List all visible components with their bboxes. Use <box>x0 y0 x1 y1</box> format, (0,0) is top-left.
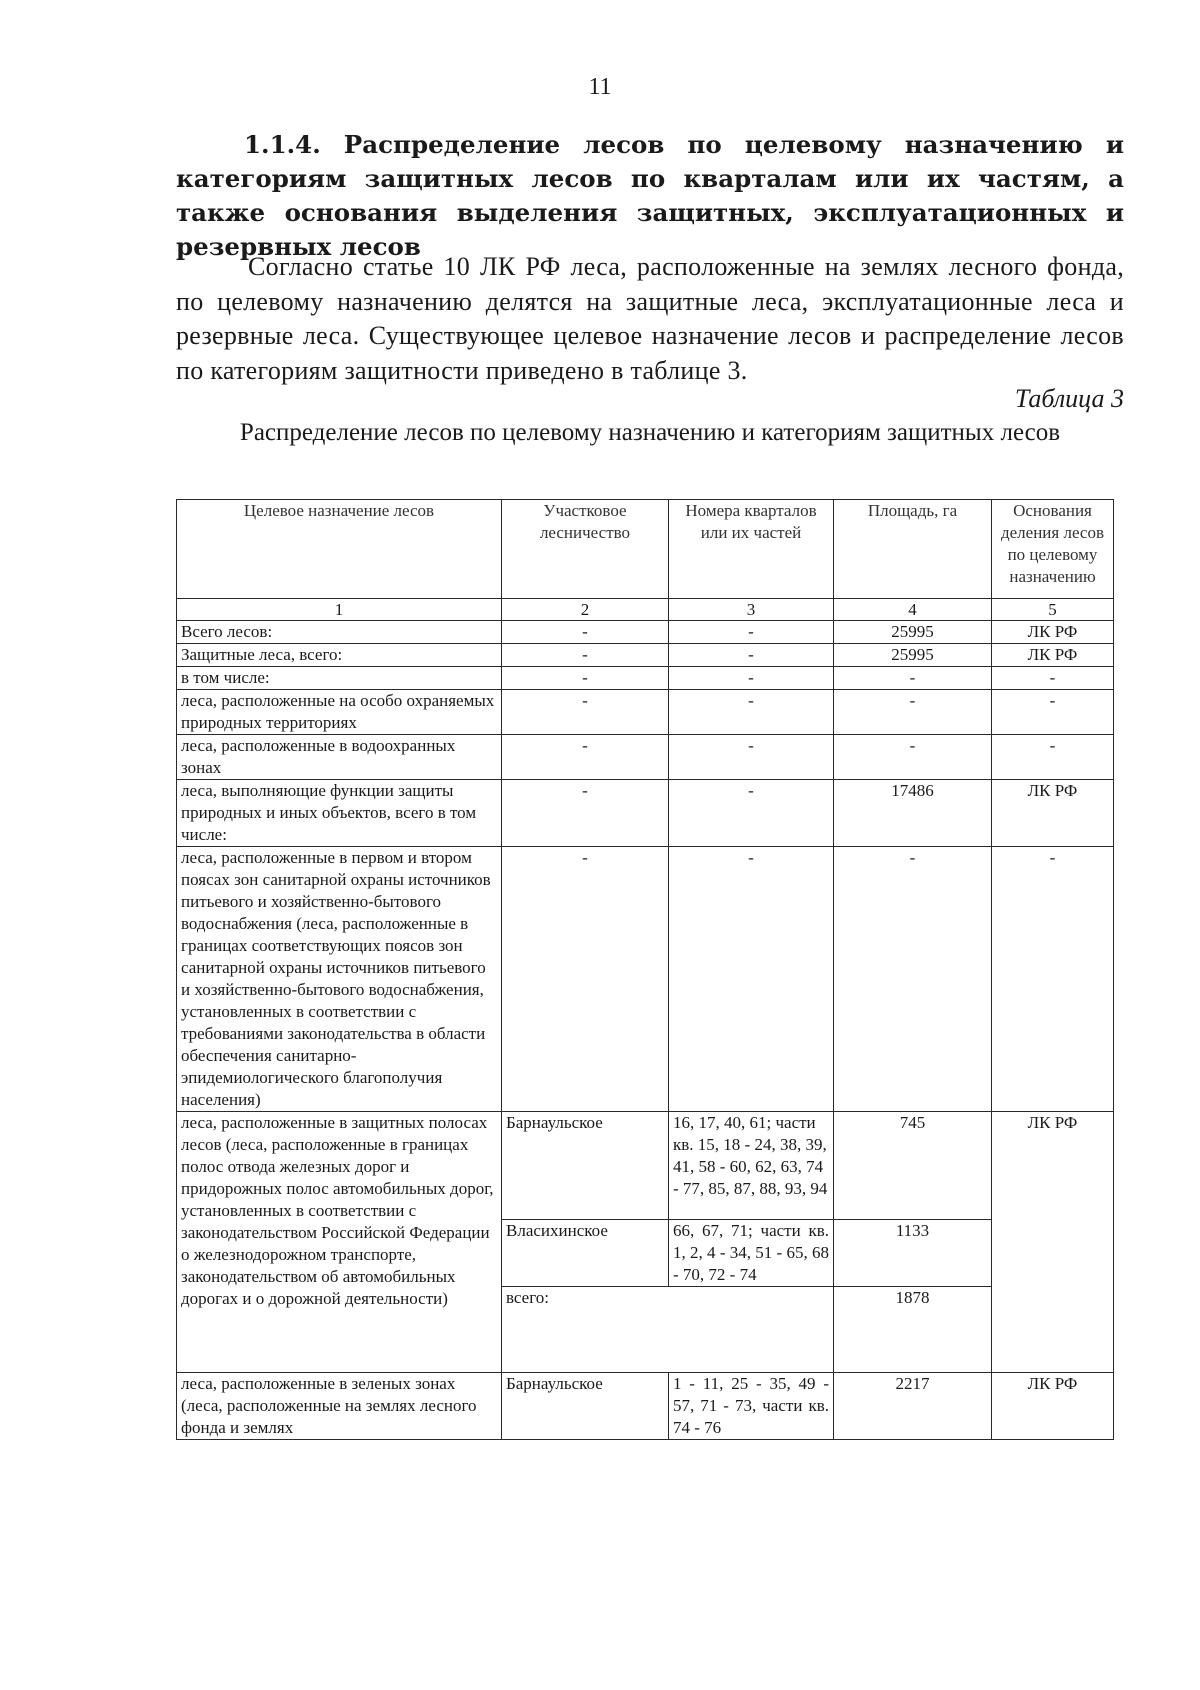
forestry-cell: Власихинское <box>502 1220 669 1287</box>
area-cell: 1133 <box>834 1220 992 1287</box>
table-label: Таблица 3 <box>1014 384 1124 413</box>
table-row <box>177 621 1114 644</box>
basis-cell: ЛК РФ <box>992 1112 1114 1373</box>
column-number: 5 <box>992 599 1114 621</box>
basis-cell: ЛК РФ <box>992 621 1114 644</box>
quarters-cell: - <box>669 847 834 1112</box>
purpose-cell: леса, расположенные в защитных полосах лесов (леса, расположенные в границах полос отвода железных дорог и придорожных полос автомобильных дорог, установленных в соответствии с законодательством Российской Федерации о железнодорожном транспорте, законодательством об автомобильных дорогах и о дорожной деятельности) <box>177 1112 502 1373</box>
quarters-cell: 66, 67, 71; части кв. 1, 2, 4 - 34, 51 - 65, 68 - 70, 72 - 74 <box>669 1220 834 1287</box>
area-cell: - <box>834 735 992 780</box>
area-cell: - <box>834 847 992 1112</box>
forestry-cell: Барнаульское <box>502 1373 669 1440</box>
column-number: 1 <box>177 599 502 621</box>
forestry-cell: - <box>502 735 669 780</box>
section-heading: 1.1.4. Распределение лесов по целевому назначению и категориям защитных лесов по кварталам или их частям, а также основания выделения защитных, эксплуатационных и резервных лесов <box>176 130 1124 261</box>
basis-cell: - <box>992 847 1114 1112</box>
table-row <box>177 735 1114 780</box>
area-cell: 17486 <box>834 780 992 847</box>
table-row <box>177 667 1114 690</box>
forestry-cell: - <box>502 780 669 847</box>
quarters-cell: - <box>669 780 834 847</box>
table-row <box>177 690 1114 735</box>
purpose-cell: леса, расположенные в зеленых зонах (леса, расположенные на землях лесного фонда и землях <box>177 1373 502 1440</box>
forest-distribution-table <box>176 499 1114 1440</box>
header-quarters: Номера кварталов или их частей <box>669 500 834 599</box>
area-cell: 1878 <box>834 1287 992 1373</box>
quarters-cell: - <box>669 735 834 780</box>
page-number: 11 <box>588 74 612 100</box>
table-row <box>177 780 1114 847</box>
forestry-cell: - <box>502 667 669 690</box>
table-header-row <box>177 500 1114 599</box>
forestry-cell: - <box>502 690 669 735</box>
purpose-cell: Защитные леса, всего: <box>177 644 502 667</box>
purpose-cell: леса, выполняющие функции защиты природных и иных объектов, всего в том числе: <box>177 780 502 847</box>
area-cell: 25995 <box>834 621 992 644</box>
quarters-cell: - <box>669 690 834 735</box>
basis-cell: ЛК РФ <box>992 780 1114 847</box>
quarters-cell: - <box>669 667 834 690</box>
intro-paragraph: Согласно статье 10 ЛК РФ леса, расположенные на землях лесного фонда, по целевому назначению делятся на защитные леса, эксплуатационные леса и резервные леса. Существующее целевое назначение лесов и распределение лесов по категориям защитности приведено в таблице 3. <box>176 252 1124 385</box>
header-purpose: Целевое назначение лесов <box>177 500 502 599</box>
area-cell: 2217 <box>834 1373 992 1440</box>
quarters-cell: 1 - 11, 25 - 35, 49 - 57, 71 - 73, части кв. 74 - 76 <box>669 1373 834 1440</box>
purpose-cell: леса, расположенные в первом и втором поясах зон санитарной охраны источников питьевого и хозяйственно-бытового водоснабжения (леса, расположенные в границах соответствующих поясов зон санитарной охраны источников питьевого и хозяйственно-бытового водоснабжения, установленных в соответствии с требованиями законодательства в области обеспечения санитарно-эпидемиологического благополучия населения) <box>177 847 502 1112</box>
column-number: 4 <box>834 599 992 621</box>
purpose-cell: в том числе: <box>177 667 502 690</box>
quarters-cell: - <box>669 644 834 667</box>
area-cell: 745 <box>834 1112 992 1220</box>
header-forestry: Участковое лесничество <box>502 500 669 599</box>
table-row <box>177 1112 1114 1220</box>
basis-cell: ЛК РФ <box>992 644 1114 667</box>
quarters-cell: - <box>669 621 834 644</box>
table-row <box>177 644 1114 667</box>
column-number: 3 <box>669 599 834 621</box>
column-number-row <box>177 599 1114 621</box>
area-cell: - <box>834 667 992 690</box>
forestry-cell: - <box>502 621 669 644</box>
forestry-cell: Барнаульское <box>502 1112 669 1220</box>
column-number: 2 <box>502 599 669 621</box>
header-area: Площадь, га <box>834 500 992 599</box>
purpose-cell: Всего лесов: <box>177 621 502 644</box>
purpose-cell: леса, расположенные на особо охраняемых природных территориях <box>177 690 502 735</box>
purpose-cell: леса, расположенные в водоохранных зонах <box>177 735 502 780</box>
forestry-cell: - <box>502 644 669 667</box>
basis-cell: ЛК РФ <box>992 1373 1114 1440</box>
total-label-cell: всего: <box>502 1287 834 1373</box>
forestry-cell: - <box>502 847 669 1112</box>
basis-cell: - <box>992 690 1114 735</box>
quarters-cell: 16, 17, 40, 61; части кв. 15, 18 - 24, 38, 39, 41, 58 - 60, 62, 63, 74 - 77, 85, 87, 88, 93, 94 <box>669 1112 834 1220</box>
table-title: Распределение лесов по целевому назначению и категориям защитных лесов <box>239 419 1061 446</box>
basis-cell: - <box>992 667 1114 690</box>
table-row <box>177 1373 1114 1440</box>
table-row <box>177 847 1114 1112</box>
basis-cell: - <box>992 735 1114 780</box>
header-basis: Основания деления лесов по целевому назначению <box>992 500 1114 599</box>
area-cell: 25995 <box>834 644 992 667</box>
area-cell: - <box>834 690 992 735</box>
